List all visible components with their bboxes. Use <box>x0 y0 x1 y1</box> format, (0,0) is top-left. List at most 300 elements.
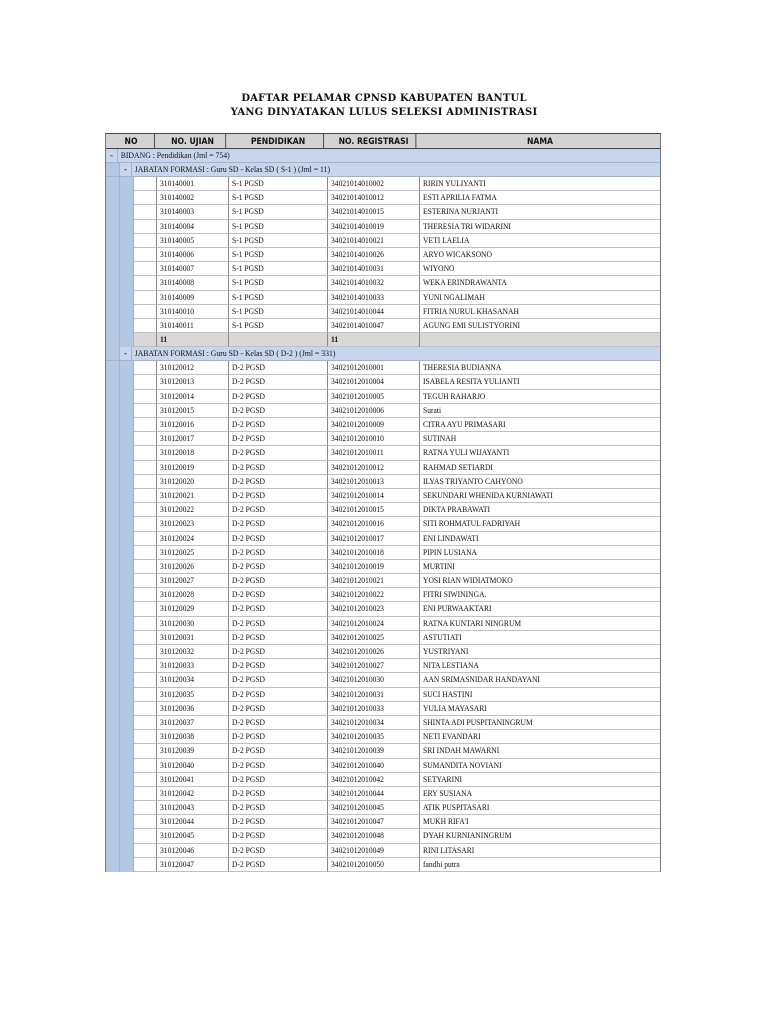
table-row <box>106 446 661 460</box>
cell-nama: SUMANDITA NOVIANI <box>420 759 660 773</box>
row-gutter <box>120 858 134 872</box>
cell-pendidikan: D-2 PGSD <box>229 361 328 375</box>
table-row <box>106 673 661 687</box>
cell-no <box>134 418 157 432</box>
table-row <box>106 205 661 219</box>
row-gutter <box>106 844 120 858</box>
cell-no-registrasi: 34021012010047 <box>328 815 420 829</box>
cell-nama: RAHMAD SETIARDI <box>420 461 660 475</box>
cell-no <box>134 631 157 645</box>
cell-pendidikan: D-2 PGSD <box>229 588 328 602</box>
row-gutter <box>106 291 120 305</box>
row-gutter <box>120 489 134 503</box>
cell-no-ujian: 310120026 <box>157 560 229 574</box>
header-nama: NAMA <box>526 136 554 146</box>
cell-no-registrasi: 34021012010023 <box>328 602 420 616</box>
row-gutter <box>120 446 134 460</box>
row-gutter <box>120 220 134 234</box>
cell-no <box>134 759 157 773</box>
cell-pendidikan: D-2 PGSD <box>229 503 328 517</box>
cell-nama: THERESIA BUDIANNA <box>420 361 660 375</box>
cell-nama: ESTI APRILIA FATMA <box>420 191 660 205</box>
row-gutter <box>106 220 120 234</box>
cell-no-ujian: 310120045 <box>157 829 229 843</box>
cell-no <box>134 617 157 631</box>
cell-nama: YULIA MAYASARI <box>420 702 660 716</box>
summary-no <box>134 333 157 347</box>
row-gutter <box>106 617 120 631</box>
row-gutter <box>120 844 134 858</box>
cell-pendidikan: D-2 PGSD <box>229 489 328 503</box>
cell-no <box>134 503 157 517</box>
cell-nama: RINI LITASARI <box>420 844 660 858</box>
group-indent <box>106 163 120 176</box>
row-gutter <box>106 574 120 588</box>
cell-pendidikan: D-2 PGSD <box>229 787 328 801</box>
cell-no <box>134 220 157 234</box>
row-gutter <box>106 773 120 787</box>
cell-no-ujian: 310120029 <box>157 602 229 616</box>
cell-no <box>134 645 157 659</box>
row-gutter <box>106 787 120 801</box>
cell-pendidikan: D-2 PGSD <box>229 716 328 730</box>
cell-no <box>134 716 157 730</box>
table-row <box>106 688 661 702</box>
group-formasi-d2[interactable] <box>106 347 661 361</box>
cell-no-ujian: 310120027 <box>157 574 229 588</box>
row-gutter <box>106 744 120 758</box>
row-gutter <box>106 177 120 191</box>
cell-no-ujian: 310120020 <box>157 475 229 489</box>
cell-no-ujian: 310120019 <box>157 461 229 475</box>
table-row <box>106 574 661 588</box>
collapse-toggle[interactable]: - <box>106 149 118 162</box>
cell-pendidikan: S-1 PGSD <box>229 291 328 305</box>
table-row <box>106 759 661 773</box>
table-row <box>106 503 661 517</box>
row-gutter <box>106 716 120 730</box>
group-formasi-s1-label: JABATAN FORMASI : Guru SD - Kelas SD ( S-1 ) (Jml = 11) <box>134 164 331 174</box>
cell-pendidikan: D-2 PGSD <box>229 844 328 858</box>
cell-nama: ASTUTIATI <box>420 631 660 645</box>
row-gutter <box>106 446 120 460</box>
cell-no-registrasi: 34021012010048 <box>328 829 420 843</box>
table-row <box>106 617 661 631</box>
row-gutter <box>120 631 134 645</box>
cell-nama: NETI EVANDARI <box>420 730 660 744</box>
cell-pendidikan: D-2 PGSD <box>229 446 328 460</box>
row-gutter <box>106 730 120 744</box>
cell-nama: FITRI SIWININGA. <box>420 588 660 602</box>
row-gutter <box>106 546 120 560</box>
cell-no-registrasi: 34021012010019 <box>328 560 420 574</box>
table-row <box>106 418 661 432</box>
cell-no <box>134 801 157 815</box>
group-bidang[interactable] <box>106 149 661 163</box>
cell-no-ujian: 310140007 <box>157 262 229 276</box>
table-row <box>106 773 661 787</box>
row-gutter <box>106 191 120 205</box>
row-gutter <box>106 390 120 404</box>
cell-pendidikan: S-1 PGSD <box>229 234 328 248</box>
cell-no-registrasi: 34021014010012 <box>328 191 420 205</box>
row-gutter <box>120 673 134 687</box>
cell-no-registrasi: 34021012010049 <box>328 844 420 858</box>
cell-nama: RIRIN YULIYANTI <box>420 177 660 191</box>
row-gutter <box>120 475 134 489</box>
cell-no <box>134 702 157 716</box>
cell-no-ujian: 310140010 <box>157 305 229 319</box>
collapse-toggle[interactable]: - <box>120 163 132 176</box>
cell-nama: VETI LAELIA <box>420 234 660 248</box>
row-gutter <box>106 319 120 333</box>
table-row <box>106 191 661 205</box>
group-formasi-s1[interactable] <box>106 163 661 177</box>
table-row <box>106 546 661 560</box>
cell-nama: YOSI RIAN WIDIATMOKO <box>420 574 660 588</box>
cell-no <box>134 489 157 503</box>
cell-no <box>134 815 157 829</box>
row-gutter <box>106 461 120 475</box>
cell-pendidikan: D-2 PGSD <box>229 375 328 389</box>
row-gutter <box>120 291 134 305</box>
cell-nama: TEGUH RAHARJO <box>420 390 660 404</box>
row-gutter <box>106 333 120 347</box>
cell-no <box>134 588 157 602</box>
cell-no-ujian: 310120024 <box>157 532 229 546</box>
table-row <box>106 702 661 716</box>
row-gutter <box>120 517 134 531</box>
cell-nama: fandhi putra <box>420 858 660 872</box>
cell-no-registrasi: 34021012010033 <box>328 702 420 716</box>
cell-no-ujian: 310120025 <box>157 546 229 560</box>
cell-no-ujian: 310140006 <box>157 248 229 262</box>
cell-no-registrasi: 34021012010005 <box>328 390 420 404</box>
row-gutter <box>120 418 134 432</box>
cell-no-registrasi: 34021012010017 <box>328 532 420 546</box>
cell-no-registrasi: 34021012010001 <box>328 361 420 375</box>
cell-pendidikan: S-1 PGSD <box>229 177 328 191</box>
cell-pendidikan: D-2 PGSD <box>229 390 328 404</box>
cell-no-ujian: 310140003 <box>157 205 229 219</box>
cell-no <box>134 602 157 616</box>
cell-no-ujian: 310120018 <box>157 446 229 460</box>
row-gutter <box>106 702 120 716</box>
cell-no-ujian: 310120032 <box>157 645 229 659</box>
row-gutter <box>106 489 120 503</box>
row-gutter <box>106 234 120 248</box>
cell-pendidikan: S-1 PGSD <box>229 276 328 290</box>
cell-nama: AAN SRIMASNIDAR HANDAYANI <box>420 673 660 687</box>
row-gutter <box>120 248 134 262</box>
cell-nama: ENI PURWAAKTARI <box>420 602 660 616</box>
cell-pendidikan: D-2 PGSD <box>229 730 328 744</box>
row-gutter <box>120 645 134 659</box>
row-gutter <box>120 759 134 773</box>
cell-pendidikan: D-2 PGSD <box>229 574 328 588</box>
cell-pendidikan: D-2 PGSD <box>229 617 328 631</box>
table-row <box>106 815 661 829</box>
table-row <box>106 220 661 234</box>
cell-no-ujian: 310140011 <box>157 319 229 333</box>
row-gutter <box>120 688 134 702</box>
cell-no-ujian: 310120017 <box>157 432 229 446</box>
cell-no-registrasi: 34021012010012 <box>328 461 420 475</box>
summary-nama <box>420 333 660 347</box>
table-row <box>106 404 661 418</box>
row-gutter <box>120 532 134 546</box>
row-gutter <box>106 688 120 702</box>
cell-no <box>134 276 157 290</box>
table-row <box>106 489 661 503</box>
cell-no-registrasi: 34021012010015 <box>328 503 420 517</box>
cell-no-registrasi: 34021012010011 <box>328 446 420 460</box>
cell-no <box>134 773 157 787</box>
row-gutter <box>120 276 134 290</box>
cell-no <box>134 546 157 560</box>
cell-no-registrasi: 34021014010019 <box>328 220 420 234</box>
cell-nama: ESTERINA NURJANTI <box>420 205 660 219</box>
cell-no <box>134 446 157 460</box>
cell-no <box>134 404 157 418</box>
cell-no <box>134 390 157 404</box>
table-row <box>106 461 661 475</box>
cell-pendidikan: S-1 PGSD <box>229 262 328 276</box>
cell-no-registrasi: 34021014010032 <box>328 276 420 290</box>
cell-no-registrasi: 34021012010014 <box>328 489 420 503</box>
table-row <box>106 475 661 489</box>
cell-no <box>134 361 157 375</box>
cell-nama: MURTINI <box>420 560 660 574</box>
row-gutter <box>120 305 134 319</box>
cell-no-registrasi: 34021012010034 <box>328 716 420 730</box>
row-gutter <box>106 361 120 375</box>
row-gutter <box>120 333 134 347</box>
table-row <box>106 716 661 730</box>
cell-pendidikan: D-2 PGSD <box>229 418 328 432</box>
row-gutter <box>106 503 120 517</box>
cell-no-ujian: 310120030 <box>157 617 229 631</box>
cell-pendidikan: D-2 PGSD <box>229 532 328 546</box>
cell-no-ujian: 310120035 <box>157 688 229 702</box>
row-gutter <box>120 716 134 730</box>
collapse-toggle[interactable]: - <box>120 347 132 360</box>
table-row <box>106 305 661 319</box>
cell-no-registrasi: 34021014010002 <box>328 177 420 191</box>
cell-nama: DYAH KURNIANINGRUM <box>420 829 660 843</box>
cell-no-ujian: 310140004 <box>157 220 229 234</box>
cell-pendidikan: D-2 PGSD <box>229 829 328 843</box>
cell-pendidikan: D-2 PGSD <box>229 773 328 787</box>
cell-no <box>134 234 157 248</box>
row-gutter <box>106 588 120 602</box>
cell-no-ujian: 310120022 <box>157 503 229 517</box>
cell-nama: ARYO WICAKSONO <box>420 248 660 262</box>
table-row <box>106 730 661 744</box>
cell-no <box>134 262 157 276</box>
row-gutter <box>106 532 120 546</box>
table-row <box>106 390 661 404</box>
row-gutter <box>106 858 120 872</box>
cell-no-ujian: 310120031 <box>157 631 229 645</box>
table-row <box>106 858 661 872</box>
row-gutter <box>120 503 134 517</box>
cell-no-ujian: 310120046 <box>157 844 229 858</box>
cell-pendidikan: D-2 PGSD <box>229 517 328 531</box>
cell-pendidikan: D-2 PGSD <box>229 801 328 815</box>
cell-no-registrasi: 34021014010033 <box>328 291 420 305</box>
cell-no <box>134 574 157 588</box>
table-row <box>106 262 661 276</box>
table-row <box>106 801 661 815</box>
cell-no-ujian: 310140002 <box>157 191 229 205</box>
cell-no <box>134 248 157 262</box>
row-gutter <box>106 404 120 418</box>
row-gutter <box>106 759 120 773</box>
row-gutter <box>120 744 134 758</box>
table-row <box>106 361 661 375</box>
cell-pendidikan: D-2 PGSD <box>229 702 328 716</box>
row-gutter <box>120 560 134 574</box>
row-gutter <box>120 319 134 333</box>
cell-no <box>134 375 157 389</box>
cell-no-ujian: 310120047 <box>157 858 229 872</box>
row-gutter <box>106 631 120 645</box>
group-d2-rows <box>106 361 661 872</box>
cell-nama: MUKH RIFA'I <box>420 815 660 829</box>
row-gutter <box>106 418 120 432</box>
cell-nama: SETYARINI <box>420 773 660 787</box>
row-gutter <box>120 234 134 248</box>
cell-pendidikan: D-2 PGSD <box>229 673 328 687</box>
cell-pendidikan: D-2 PGSD <box>229 560 328 574</box>
table-row <box>106 432 661 446</box>
cell-nama: DIKTA PRABAWATI <box>420 503 660 517</box>
cell-no-ujian: 310120040 <box>157 759 229 773</box>
cell-no <box>134 858 157 872</box>
cell-nama: SITI ROHMATUL FADRIYAH <box>420 517 660 531</box>
cell-no-ujian: 310140005 <box>157 234 229 248</box>
cell-nama: SEKUNDARI WHENIDA KURNIAWATI <box>420 489 660 503</box>
cell-pendidikan: D-2 PGSD <box>229 404 328 418</box>
cell-no-ujian: 310120028 <box>157 588 229 602</box>
cell-pendidikan: S-1 PGSD <box>229 191 328 205</box>
row-gutter <box>120 702 134 716</box>
cell-no-registrasi: 34021012010040 <box>328 759 420 773</box>
cell-no-ujian: 310120023 <box>157 517 229 531</box>
cell-pendidikan: D-2 PGSD <box>229 631 328 645</box>
cell-pendidikan: D-2 PGSD <box>229 759 328 773</box>
cell-nama: THERESIA TRI WIDARINI <box>420 220 660 234</box>
row-gutter <box>106 659 120 673</box>
header-no-ujian: NO. UJIAN <box>160 134 226 148</box>
cell-no-ujian: 310140008 <box>157 276 229 290</box>
cell-no-registrasi: 34021012010009 <box>328 418 420 432</box>
cell-nama: Surati <box>420 404 660 418</box>
cell-no-registrasi: 34021012010044 <box>328 787 420 801</box>
cell-nama: SRI INDAH MAWARNI <box>420 744 660 758</box>
row-gutter <box>120 375 134 389</box>
cell-pendidikan: D-2 PGSD <box>229 546 328 560</box>
cell-no-registrasi: 34021014010015 <box>328 205 420 219</box>
summary-count-ujian: 11 <box>157 333 229 347</box>
cell-no-ujian: 310120016 <box>157 418 229 432</box>
cell-no-registrasi: 34021012010045 <box>328 801 420 815</box>
cell-no-ujian: 310120013 <box>157 375 229 389</box>
cell-no-ujian: 310140009 <box>157 291 229 305</box>
row-gutter <box>106 375 120 389</box>
row-gutter <box>120 829 134 843</box>
row-gutter <box>120 404 134 418</box>
cell-nama: ILYAS TRIYANTO CAHYONO <box>420 475 660 489</box>
cell-no-registrasi: 34021012010035 <box>328 730 420 744</box>
table-row <box>106 177 661 191</box>
table-header <box>106 134 661 149</box>
cell-no-ujian: 310140001 <box>157 177 229 191</box>
row-gutter <box>120 546 134 560</box>
cell-no-ujian: 310120039 <box>157 744 229 758</box>
cell-no-registrasi: 34021014010047 <box>328 319 420 333</box>
row-gutter <box>120 602 134 616</box>
cell-pendidikan: D-2 PGSD <box>229 744 328 758</box>
cell-no-registrasi: 34021012010004 <box>328 375 420 389</box>
cell-no-registrasi: 34021012010021 <box>328 574 420 588</box>
cell-no-registrasi: 34021012010031 <box>328 688 420 702</box>
table-row <box>106 588 661 602</box>
document-title: DAFTAR PELAMAR CPNSD KABUPATEN BANTUL <box>241 93 527 104</box>
cell-nama: RATNA KUNTARI NINGRUM <box>420 617 660 631</box>
cell-no-registrasi: 34021014010044 <box>328 305 420 319</box>
cell-no-registrasi: 34021012010039 <box>328 744 420 758</box>
table-row <box>106 319 661 333</box>
row-gutter <box>106 801 120 815</box>
cell-no <box>134 659 157 673</box>
cell-no <box>134 829 157 843</box>
cell-nama: FITRIA NURUL KHASANAH <box>420 305 660 319</box>
cell-nama: ISABELA RESITA YULIANTI <box>420 375 660 389</box>
cell-no <box>134 475 157 489</box>
table-row <box>106 645 661 659</box>
header-no-registrasi: NO. REGISTRASI <box>332 134 417 148</box>
cell-nama: CITRA AYU PRIMASARI <box>420 418 660 432</box>
summary-count-registrasi: 11 <box>328 333 420 347</box>
row-gutter <box>106 560 120 574</box>
cell-pendidikan: D-2 PGSD <box>229 461 328 475</box>
table-row <box>106 659 661 673</box>
cell-no-ujian: 310120038 <box>157 730 229 744</box>
cell-no-registrasi: 34021012010018 <box>328 546 420 560</box>
row-gutter <box>120 262 134 276</box>
cell-no <box>134 787 157 801</box>
row-gutter <box>120 461 134 475</box>
row-gutter <box>120 390 134 404</box>
cell-no <box>134 532 157 546</box>
group-s1-summary-row <box>106 333 661 347</box>
cell-nama: SUTINAH <box>420 432 660 446</box>
cell-no <box>134 673 157 687</box>
cell-no <box>134 744 157 758</box>
cell-nama: WEKA ERINDRAWANTA <box>420 276 660 290</box>
cell-no-registrasi: 34021012010024 <box>328 617 420 631</box>
cell-no-ujian: 310120037 <box>157 716 229 730</box>
table-row <box>106 560 661 574</box>
table-row <box>106 234 661 248</box>
cell-no-ujian: 310120042 <box>157 787 229 801</box>
row-gutter <box>120 773 134 787</box>
cell-no <box>134 205 157 219</box>
cell-no-registrasi: 34021014010031 <box>328 262 420 276</box>
cell-no <box>134 432 157 446</box>
